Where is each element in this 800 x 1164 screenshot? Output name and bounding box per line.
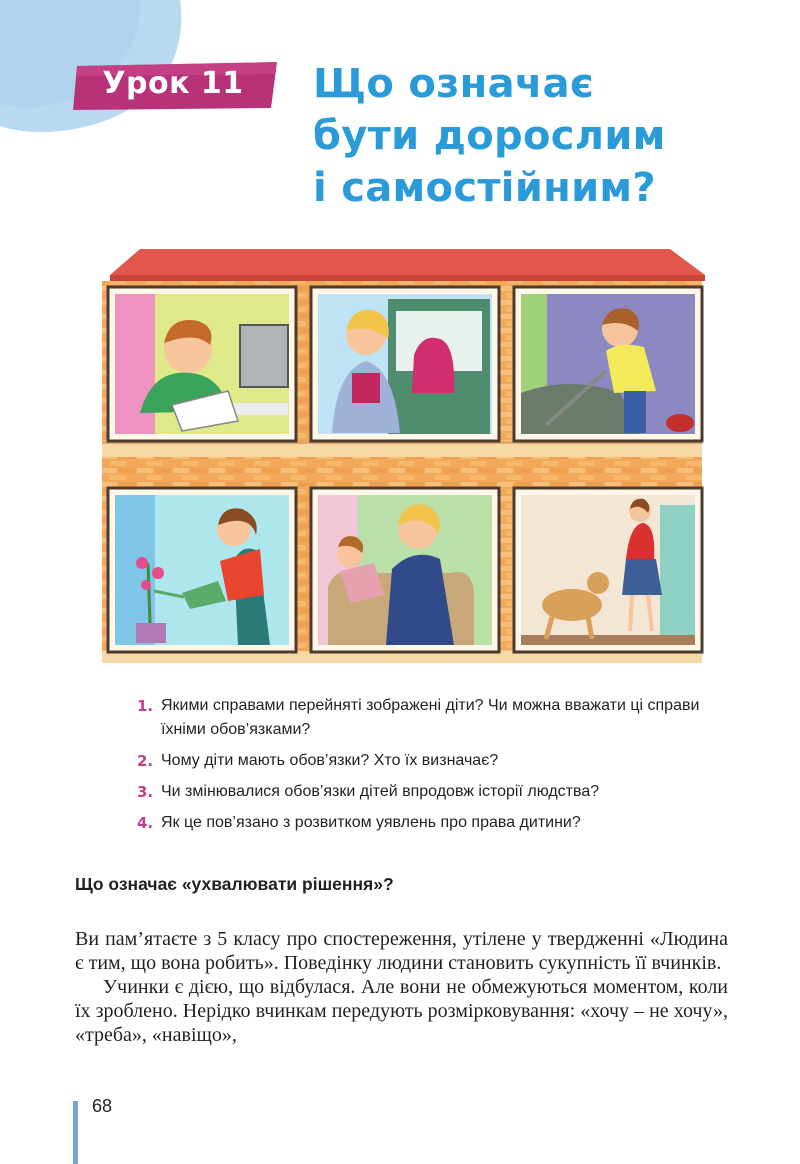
page-title (313, 58, 783, 214)
question-text: Якими справами перейняті зображені діти? Чи можна вважати ці справи їхніми обов’язками? (161, 697, 700, 738)
window-girl-watering (108, 488, 296, 652)
window-father-and-child (311, 488, 499, 652)
page-number: 68 (92, 1096, 113, 1116)
page-number-bar (73, 1101, 78, 1164)
question-list (137, 694, 737, 842)
house-illustration (100, 243, 705, 665)
section-heading: Що означає «ухвалювати рішення»? (75, 874, 394, 894)
paragraph: Учинки є дією, що відбулася. Але вони не обмежуються моментом, коли їх зроблено. Нерідко вчинкам передують розмірковування: «хочу – не хочу», «треба», «навіщо», (75, 976, 728, 1046)
question-number: 4. (137, 814, 154, 832)
question-number: 2. (137, 752, 154, 770)
question-number: 1. (137, 697, 154, 715)
lesson-label: Урок 11 (102, 66, 244, 101)
question-item (137, 780, 737, 804)
body-text (75, 927, 728, 1047)
question-item (137, 749, 737, 773)
window-girl-wardrobe (311, 287, 499, 441)
title-line-2: бути дорослим (313, 113, 666, 159)
question-item (137, 811, 737, 835)
window-girl-with-dog (514, 488, 702, 652)
question-item (137, 694, 737, 742)
title-line-1: Що означає (313, 61, 594, 107)
title-line-3: і самостійним? (313, 165, 656, 211)
question-text: Чи змінювалися обов’язки дітей впродовж історії людства? (161, 783, 600, 800)
question-text: Чому діти мають обов’язки? Хто їх визначає? (161, 752, 499, 769)
window-boy-reading (108, 287, 296, 441)
paragraph: Ви пам’ятаєте з 5 класу про спостереження, утілене у твердженні «Людина є тим, що вона робить». Поведінку людини становить сукупність її вчинків. (75, 928, 728, 974)
question-text: Як це пов’язано з розвитком уявлень про права дитини? (161, 814, 581, 831)
question-number: 3. (137, 783, 154, 801)
window-boy-vacuuming (514, 287, 702, 441)
